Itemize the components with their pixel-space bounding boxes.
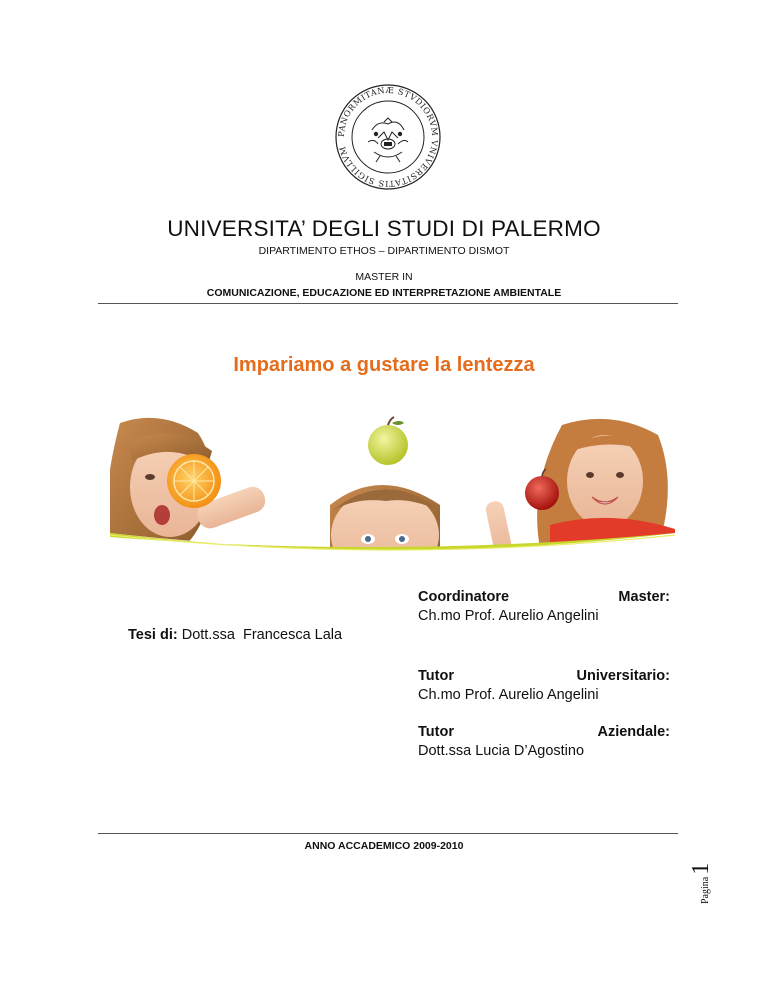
department-line: DIPARTIMENTO ETHOS – DIPARTIMENTO DISMOT	[258, 245, 510, 257]
page-number-indicator	[688, 838, 718, 904]
children-with-fruit-photo	[110, 415, 675, 563]
page-number: 1	[688, 862, 714, 875]
page-word: Pagina	[700, 876, 711, 904]
thesis-author-label: Tesi di:	[128, 627, 178, 643]
coordinator-role	[418, 588, 670, 607]
master-program-name: COMUNICAZIONE, EDUCAZIONE ED INTERPRETAZIONE AMBIENTALE	[206, 287, 562, 299]
university-tutor-name: Ch.mo Prof. Aurelio Angelini	[418, 687, 599, 703]
company-tutor-role	[418, 723, 670, 742]
university-name: UNIVERSITA’ DEGLI STUDI DI PALERMO	[167, 216, 601, 241]
footer-divider	[98, 833, 678, 834]
university-tutor-word1: Tutor	[418, 668, 454, 684]
master-label: MASTER IN	[355, 271, 413, 283]
coordinator-name: Ch.mo Prof. Aurelio Angelini	[418, 608, 599, 624]
academic-year: ANNO ACCADEMICO 2009-2010	[304, 840, 464, 852]
company-tutor-word2: Aziendale:	[597, 724, 670, 740]
header-divider	[98, 303, 678, 304]
company-tutor-name: Dott.ssa Lucia D’Agostino	[418, 743, 585, 759]
university-tutor-word2: Universitario:	[576, 668, 670, 684]
svg-text:PANORMITANÆ STVDIORVM VNIVERSI: PANORMITANÆ STVDIORVM VNIVERSITATIS SIGILLVM	[335, 84, 441, 190]
thesis-author-name: Dott.ssa Francesca Lala	[181, 627, 343, 643]
coordinator-word1: Coordinatore	[418, 589, 510, 605]
university-seal-logo	[334, 82, 442, 192]
thesis-title: Impariamo a gustare la lentezza	[233, 354, 535, 376]
thesis-author	[128, 626, 342, 645]
coordinator-word2: Master:	[618, 589, 670, 605]
university-tutor-role	[418, 667, 670, 686]
company-tutor-word1: Tutor	[418, 724, 454, 740]
